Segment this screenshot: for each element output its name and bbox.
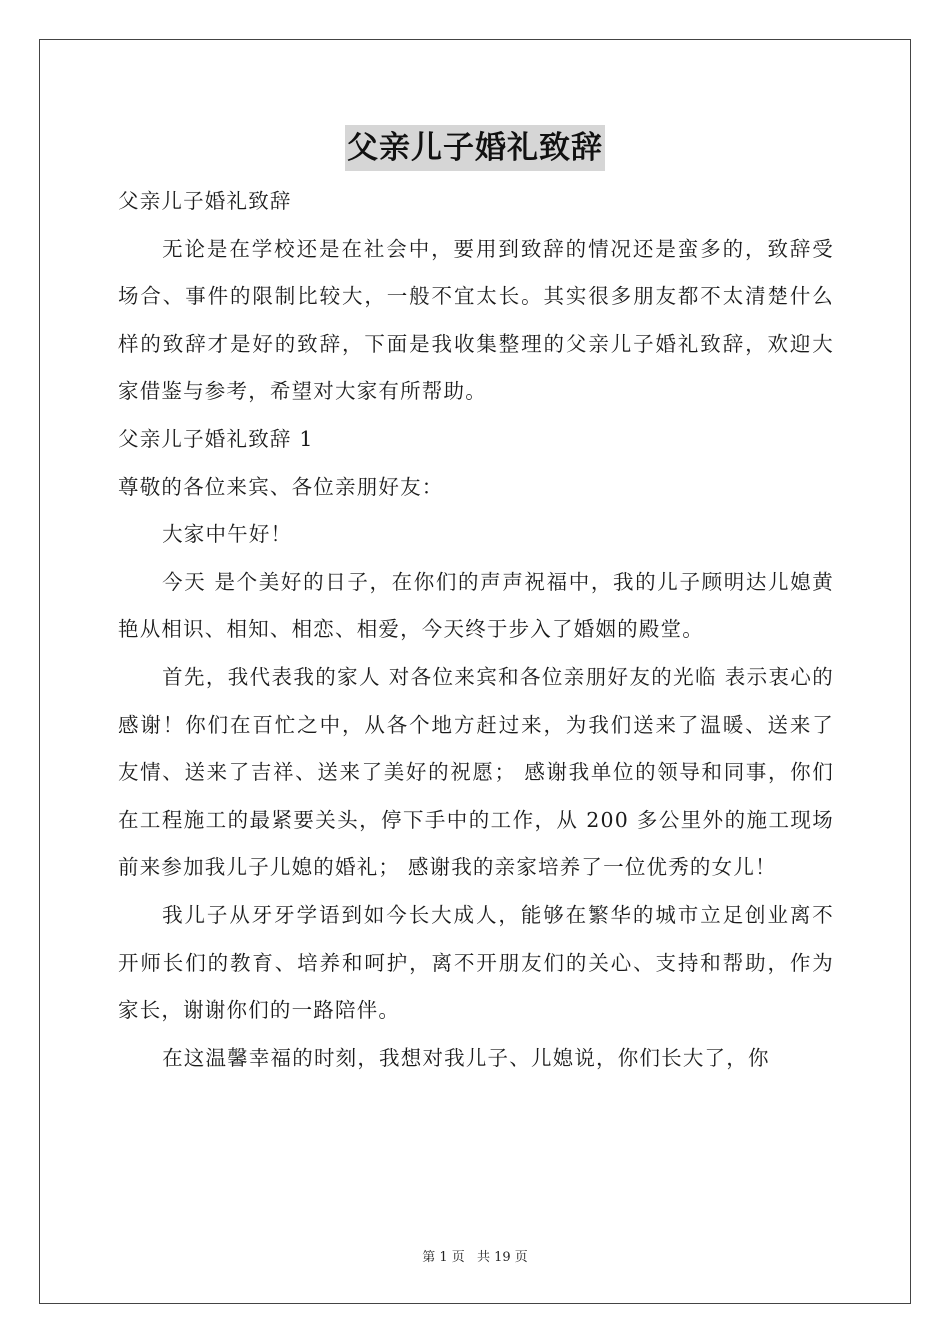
intro-paragraph: 无论是在学校还是在社会中，要用到致辞的情况还是蛮多的，致辞受场合、事件的限制比较大，一般不宜太长。其实很多朋友都不太清楚什么样的致辞才是好的致辞，下面是我收集整理的父亲儿子婚礼致辞，欢迎大家借鉴与参考，希望对大家有所帮助。 bbox=[118, 236, 834, 404]
page-number: 第 1 页 bbox=[422, 1250, 465, 1265]
body-paragraph: 今天 是个美好的日子，在你们的声声祝福中，我的儿子顾明达儿媳黄艳从相识、相知、相恋、相爱，今天终于步入了婚姻的殿堂。 bbox=[118, 569, 834, 642]
document-title: 父亲儿子婚礼致辞 bbox=[345, 125, 605, 171]
body-paragraph: 我儿子从牙牙学语到如今长大成人，能够在繁华的城市立足创业离不开师长们的教育、培养和呵护，离不开朋友们的关心、支持和帮助，作为家长，谢谢你们的一路陪伴。 bbox=[118, 902, 834, 1023]
body-paragraph: 在这温馨幸福的时刻，我想对我儿子、儿媳说，你们长大了，你 bbox=[162, 1045, 770, 1070]
document-body bbox=[118, 178, 834, 1082]
salutation-paragraph: 尊敬的各位来宾、各位亲朋好友： bbox=[118, 474, 444, 499]
page-footer bbox=[0, 1246, 950, 1265]
body-paragraph: 首先，我代表我的家人 对各位来宾和各位亲朋好友的光临 表示衷心的感谢！你们在百忙之中，从各个地方赶过来，为我们送来了温暖、送来了友情、送来了吉祥、送来了美好的祝愿； 感谢我单位的领导和同事，你们在工程施工的最紧要关头，停下手中的工作，从 200 多公里外的施工现场前来参加我儿子儿媳的婚礼； 感谢我的亲家培养了一位优秀的女儿！ bbox=[118, 664, 834, 880]
section-heading: 父亲儿子婚礼致辞 1 bbox=[118, 426, 314, 451]
total-pages: 共 19 页 bbox=[476, 1250, 528, 1265]
subtitle-paragraph: 父亲儿子婚礼致辞 bbox=[118, 189, 292, 213]
greeting-paragraph: 大家中午好！ bbox=[162, 522, 293, 547]
title-container bbox=[0, 125, 950, 171]
